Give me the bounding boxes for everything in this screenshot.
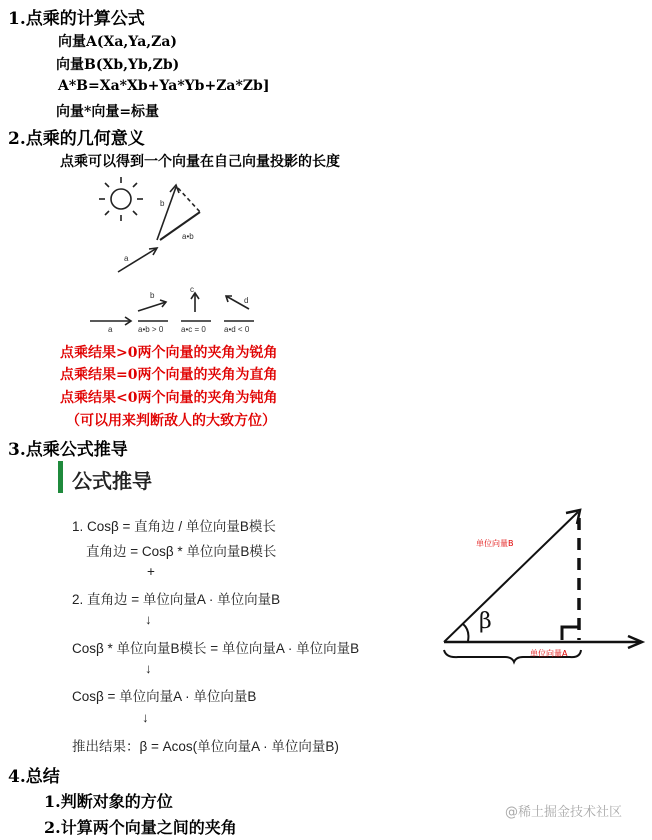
label-ab-top: a•b: [182, 232, 194, 241]
label-b-bottom: b: [150, 291, 155, 300]
geometry-description: 点乘可以得到一个向量在自己向量投影的长度: [60, 154, 340, 170]
derivation-step-2: 2. 直角边 = 单位向量A · 单位向量B: [72, 592, 281, 607]
label-ad-negative: a•d < 0: [224, 325, 250, 334]
derivation-arrow-1: ↓: [145, 612, 152, 627]
section4-heading: 4.总结: [8, 767, 60, 787]
derivation-result: 推出结果：β = Acos(单位向量A · 单位向量B): [72, 739, 339, 754]
label-ab-positive: a•b > 0: [138, 325, 164, 334]
result-obtuse: 点乘结果<0两个向量的夹角为钝角: [60, 390, 278, 406]
beta-symbol: β: [479, 609, 492, 634]
derivation-triangle: [444, 510, 642, 662]
title-accent-bar: [58, 461, 63, 493]
vector-b-arrow: [157, 185, 179, 240]
dot-formula-line: A*B=Xa*Xb+Ya*Yb+Za*Zb]: [58, 78, 270, 94]
section3-heading: 3.点乘公式推导: [8, 440, 128, 460]
juejin-watermark: @稀土掘金技术社区: [505, 805, 623, 820]
result-right: 点乘结果=0两个向量的夹角为直角: [60, 367, 278, 383]
summary-item-2: 2.计算两个向量之间的夹角: [44, 818, 237, 837]
vector-a-horizontal: [90, 317, 131, 325]
section2-heading: 2.点乘的几何意义: [8, 129, 145, 149]
derivation-step-1: 1. Cosβ = 直角边 / 单位向量B模长: [72, 519, 276, 534]
derivation-step-4: Cosβ = 单位向量A · 单位向量B: [72, 689, 257, 704]
projection-dashed-line: [178, 188, 200, 212]
vector-b-line: 向量B(Xb,Yb,Zb): [56, 57, 180, 73]
label-ac-zero: a•c = 0: [181, 325, 206, 334]
label-unit-vector-a: 单位向量A: [530, 649, 568, 658]
derivation-arrow-2: ↓: [145, 661, 152, 676]
label-a-bottom: a: [108, 325, 113, 334]
derivation-step-1b: 直角边 = Cosβ * 单位向量B模长: [86, 544, 277, 559]
scalar-line: 向量*向量=标量: [56, 104, 160, 120]
label-b-top: b: [160, 199, 165, 208]
label-d: d: [244, 296, 249, 305]
label-unit-vector-b: 单位向量B: [476, 539, 514, 548]
label-c: c: [190, 285, 194, 294]
vector-b-small: [138, 300, 168, 321]
summary-item-1: 1.判断对象的方位: [44, 792, 173, 811]
enemy-direction-note: （可以用来判断敌人的大致方位）: [66, 413, 276, 429]
vector-a-line: 向量A(Xa,Ya,Za): [58, 34, 178, 50]
section1-heading: 1.点乘的计算公式: [8, 9, 145, 29]
derivation-arrow-3: ↓: [142, 710, 149, 725]
derivation-step-3: Cosβ * 单位向量B模长 = 单位向量A · 单位向量B: [72, 641, 360, 656]
derivation-plus: +: [147, 564, 155, 579]
vector-c-small: [181, 293, 211, 321]
label-a-top: a: [124, 254, 129, 263]
result-acute: 点乘结果>0两个向量的夹角为锐角: [60, 345, 278, 361]
sun-icon: [99, 177, 143, 221]
derivation-title: 公式推导: [72, 471, 152, 493]
vector-d-small: [224, 296, 254, 321]
